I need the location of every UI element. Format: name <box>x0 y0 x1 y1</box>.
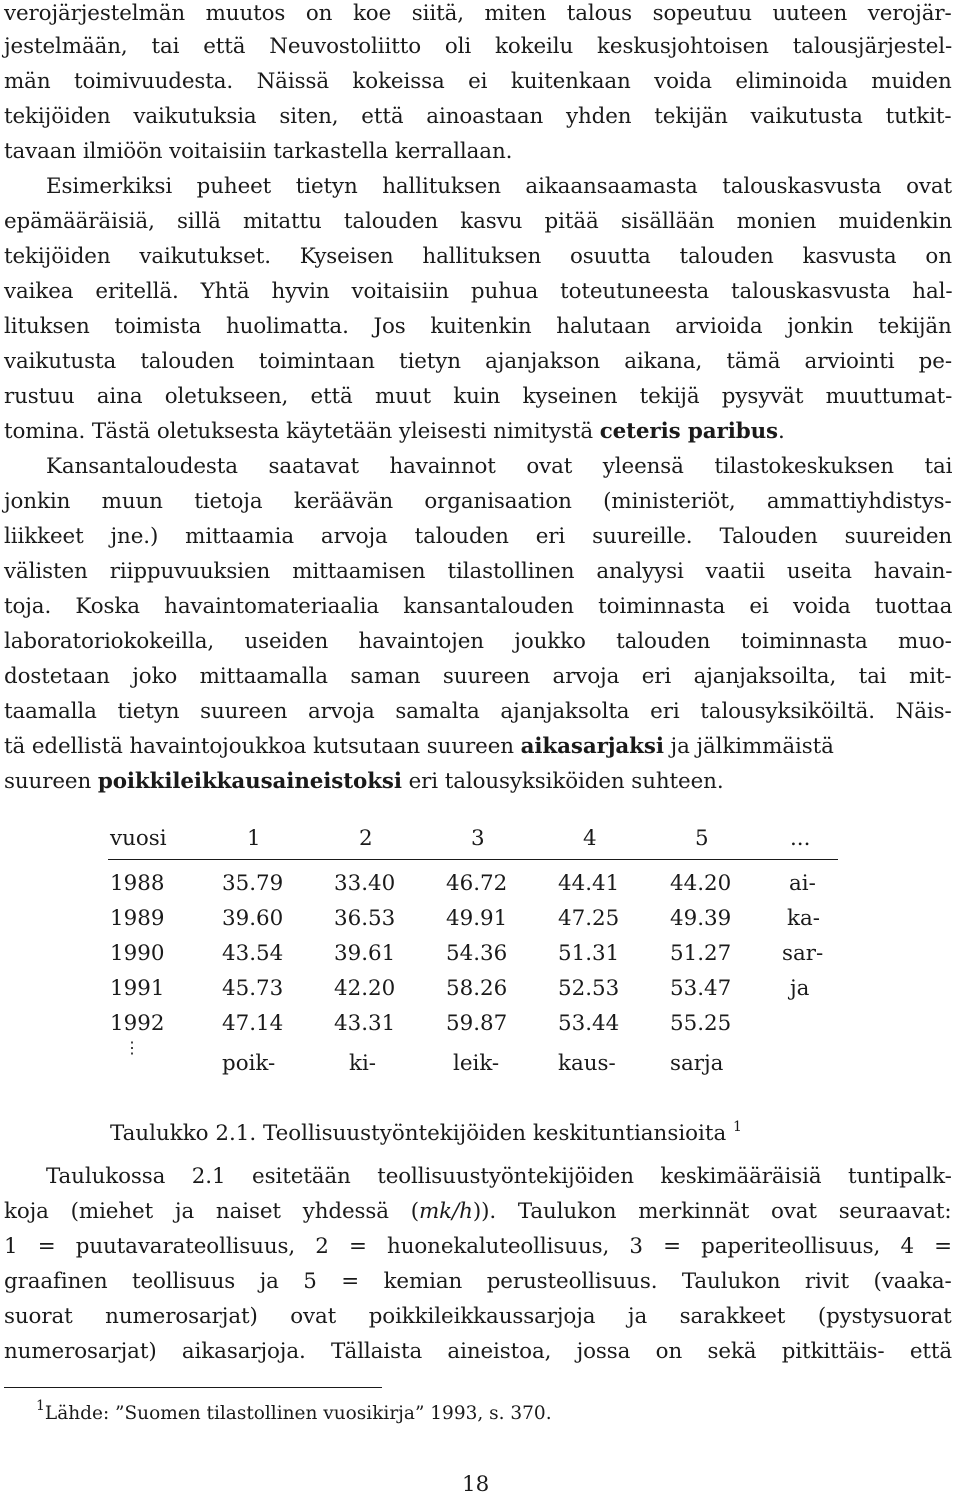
text-line: vaikea eritellä. Yhtä hyvin voitaisiin puhua toteutuneesta talouskasvusta hal- <box>4 279 953 304</box>
footnote-rule <box>4 1387 382 1388</box>
text-line: epämääräisiä, sillä mitattu talouden kasvu pitää sisällään monien muidenkin <box>4 209 953 234</box>
table-header-cell: 4 <box>583 826 597 851</box>
table-cell: 44.41 <box>558 871 620 896</box>
table-cell: 35.79 <box>222 871 284 896</box>
bold-term: poikkileikkausaineistoksi <box>97 769 402 794</box>
text-line: numerosarjat) aikasarjoja. Tällaista aineistoa, jossa on sekä pitkittäis- että <box>4 1339 953 1364</box>
table-header-cell: 3 <box>471 826 485 851</box>
text-line: tomina. Tästä oletuksesta käytetään yleisesti nimitystä ceteris paribus. <box>4 419 785 444</box>
text-line: toja. Koska havaintomateriaalia kansantalouden toiminnasta ei voida tuottaa <box>4 594 953 619</box>
text-line: tekijöiden vaikutuksia siten, että ainoastaan yhden tekijän vaikutusta tutkit- <box>4 104 952 129</box>
text-line: suorat numerosarjat) ovat poikkileikkaussarjoja ja sarakkeet (pystysuorat <box>4 1304 952 1329</box>
text-line: verojärjestelmän muutos on koe siitä, miten talous sopeutuu uuteen verojär- <box>4 1 952 26</box>
table-cell: 51.31 <box>558 941 620 966</box>
text-line: vaikutusta talouden toimintaan tietyn ajanjakson aikana, tämä arviointi pe- <box>4 349 952 374</box>
table-cell: 58.26 <box>446 976 508 1001</box>
table-cell: ai- <box>789 871 816 896</box>
table-cell: 1991 <box>110 976 165 1001</box>
table-cell: 1988 <box>110 871 165 896</box>
table-cell: 54.36 <box>446 941 508 966</box>
table-header-cell: 1 <box>247 826 261 851</box>
text-line: lituksen toimista huolimatta. Jos kuitenkin halutaan arvioida jonkin tekijän <box>4 314 952 339</box>
text-line: Kansantaloudesta saatavat havainnot ovat yleensä tilastokeskuksen tai <box>46 454 953 479</box>
footnote: $^1$Lähde: ”Suomen tilastollinen vuosikirja” 1993, s. 370. <box>36 1398 552 1424</box>
text-line: välisten riippuvuuksien mittaamisen tilastollinen analyysi vaatii useita havain- <box>4 559 953 584</box>
table-cell: ka- <box>787 906 820 931</box>
text-line: laboratoriokokeilla, useiden havaintojen joukko talouden toiminnasta muo- <box>4 629 952 654</box>
table-cell: 44.20 <box>670 871 732 896</box>
text-line: jonkin muun tietoja keräävän organisaation (ministeriöt, ammattiyhdistys- <box>4 489 952 514</box>
table-header-cell: ... <box>790 826 811 851</box>
table-cell: sar- <box>782 941 824 966</box>
table-cell: 53.44 <box>558 1011 620 1036</box>
text-line: Esimerkiksi puheet tietyn hallituksen aikaansaamasta talouskasvusta ovat <box>46 174 952 199</box>
table-cell: leik- <box>453 1051 500 1076</box>
table-cell: 46.72 <box>446 871 508 896</box>
table-cell: 49.91 <box>446 906 508 931</box>
table-cell: 43.31 <box>334 1011 396 1036</box>
table-cell: 39.60 <box>222 906 284 931</box>
text-line: 1 = puutavarateollisuus, 2 = huonekaluteollisuus, 3 = paperiteollisuus, 4 = <box>4 1234 952 1259</box>
text-line: tekijöiden vaikutukset. Kyseisen hallituksen osuutta talouden kasvusta on <box>4 244 952 269</box>
table-cell: 55.25 <box>670 1011 732 1036</box>
text-line: suureen poikkileikkausaineistoksi eri talousyksiköiden suhteen. <box>4 769 724 794</box>
text-line: tä edellistä havaintojoukkoa kutsutaan suureen aikasarjaksi ja jälkimmäistä <box>4 734 834 759</box>
text-line: liikkeet jne.) mittaamia arvoja talouden eri suureille. Talouden suureiden <box>4 524 953 549</box>
table-caption: Taulukko 2.1. Teollisuustyöntekijöiden keskituntiansioita $^1$ <box>110 1119 742 1146</box>
table-cell: 1992 <box>110 1011 165 1036</box>
table-cell: 39.61 <box>334 941 396 966</box>
table-cell: 59.87 <box>446 1011 508 1036</box>
text-line: koja (miehet ja naiset yhdessä (mk/h)). Taulukon merkinnät ovat seuraavat: <box>4 1199 952 1224</box>
text-line: graafinen teollisuus ja 5 = kemian perusteollisuus. Taulukon rivit (vaaka- <box>4 1269 952 1294</box>
table-cell: poik- <box>222 1051 276 1076</box>
table-cell: kaus- <box>558 1051 616 1076</box>
table-header-cell: vuosi <box>110 826 167 851</box>
text-line: rustuu aina oletukseen, että muut kuin kyseinen tekijä pysyvät muuttumat- <box>4 384 953 409</box>
table-cell: 53.47 <box>670 976 732 1001</box>
page-number: 18 <box>462 1472 490 1497</box>
table-header-cell: 2 <box>359 826 373 851</box>
table-cell: 52.53 <box>558 976 620 1001</box>
text-line: män toimivuudesta. Näissä kokeissa ei kuitenkaan voida eliminoida muiden <box>4 69 952 94</box>
table-cell: 43.54 <box>222 941 284 966</box>
table-cell: 49.39 <box>670 906 732 931</box>
table-cell: ki- <box>349 1051 377 1076</box>
table-cell: 45.73 <box>222 976 284 1001</box>
table-cell: 1989 <box>110 906 165 931</box>
text-line: taamalla tietyn suureen arvoja samalta ajanjaksolta eri talousyksiköiltä. Näis- <box>4 699 952 724</box>
table-cell: 47.25 <box>558 906 620 931</box>
table-cell: 47.14 <box>222 1011 284 1036</box>
table-cell: 1990 <box>110 941 165 966</box>
text-line: jestelmään, tai että Neuvostoliitto oli kokeilu keskusjohtoisen talousjärjestel- <box>4 34 953 59</box>
table-cell: 51.27 <box>670 941 732 966</box>
text-line: tavaan ilmiöön voitaisiin tarkastella kerrallaan. <box>4 139 513 164</box>
text-line: Taulukossa 2.1 esitetään teollisuustyöntekijöiden keskimääräisiä tuntipalk- <box>46 1164 952 1189</box>
text-line: dostetaan joko mittaamalla saman suureen arvoja eri ajanjaksoilta, tai mit- <box>4 664 952 689</box>
italic-unit: mk/h <box>419 1199 473 1224</box>
table-header-rule <box>108 859 838 860</box>
table-cell: 42.20 <box>334 976 396 1001</box>
table-cell: ja <box>790 976 810 1001</box>
table-header-cell: 5 <box>695 826 709 851</box>
table-cell: 33.40 <box>334 871 396 896</box>
vertical-ellipsis: ⋮ <box>124 1038 140 1057</box>
bold-term: ceteris paribus <box>599 419 778 444</box>
table-cell: sarja <box>670 1051 724 1076</box>
table-cell: 36.53 <box>334 906 396 931</box>
bold-term: aikasarjaksi <box>520 734 664 759</box>
